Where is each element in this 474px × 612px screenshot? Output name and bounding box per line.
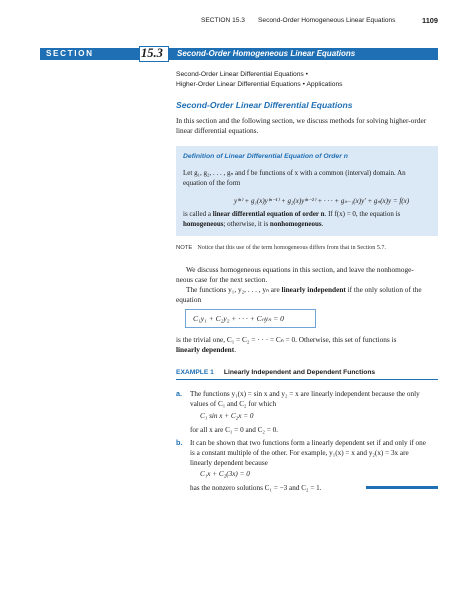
term-nonhomogeneous: nonhomogeneous — [269, 220, 322, 228]
part-b-equation: C₁x + C₂(3x) = 0 — [200, 470, 250, 478]
discussion-line-1: We discuss homogeneous equations in this section, and leave the nonhomoge- — [186, 265, 414, 274]
toc-line-2: Higher-Order Linear Differential Equations • Applications — [176, 81, 343, 88]
example-label: EXAMPLE 1 — [176, 369, 214, 376]
section-title: Second-Order Homogeneous Linear Equations — [177, 49, 356, 58]
part-a-line-3: for all x are C₁ = 0 and C₂ = 0. — [190, 426, 278, 434]
trivial-line-2-end: . — [234, 345, 237, 354]
discussion-line-3-a: The functions y₁, y₂, . . . , yₙ are — [186, 285, 282, 294]
section-number: 15.3 — [141, 46, 163, 60]
note — [176, 245, 386, 251]
definition-line-3-c: . If f(x) = 0, the equation is — [324, 210, 401, 218]
definition-line-4 — [183, 220, 433, 230]
part-b-line-4: has the nonzero solutions C₁ = −3 and C₂ = 1. — [190, 484, 322, 492]
definition-equation: y⁽ⁿ⁾ + g₁(x)y⁽ⁿ⁻¹⁾ + g₂(x)y⁽ⁿ⁻²⁾ + · · · + gₙ₋₁(x)y′ + gₙ(x)y = f(x) — [234, 197, 410, 205]
example-end-bar — [366, 486, 438, 489]
running-head-title: Second-Order Homogeneous Linear Equations — [258, 17, 396, 24]
part-a-line-3-wrap — [176, 425, 438, 435]
trivial-line-2 — [176, 345, 438, 355]
trivial-line-1: is the trivial one, C₁ = C₂ = · · · = Cₙ = 0. Otherwise, this set of functions is — [176, 335, 397, 344]
definition-line-4-b: ; otherwise, it is — [223, 220, 270, 228]
page-number: 1109 — [422, 16, 439, 25]
discussion-line-3 — [176, 285, 438, 295]
definition-line-2: equation of the form — [183, 179, 241, 187]
definition-line-1: Let g₁, g₂, . . . , gₙ and f be functions of x with a common (interval) domain. An — [183, 169, 406, 177]
part-a-equation: C₁ sin x + C₂x = 0 — [200, 412, 254, 420]
note-text: Notice that this use of the term homogeneous differs from that in Section 5.7. — [197, 245, 386, 251]
boxed-equation — [185, 309, 316, 328]
discussion-line-4: equation — [176, 295, 202, 304]
part-a-label: a. — [176, 389, 182, 398]
part-b-line-2: is a constant multiple of the other. For example, y₁(x) = x and y₂(x) = 3x are — [190, 449, 409, 457]
part-a — [176, 389, 438, 409]
term-linearly-independent: linearly independent — [281, 285, 346, 294]
definition-line-3 — [183, 210, 433, 220]
definition-line-4-d: . — [321, 220, 324, 228]
part-b-line-1: It can be shown that two functions form a linearly dependent set if and only if one — [190, 439, 426, 447]
part-b-line-3: linearly dependent because — [190, 459, 268, 467]
part-b — [176, 438, 438, 468]
example-title: Linearly Independent and Dependent Functions — [223, 369, 376, 376]
example-rule — [176, 379, 438, 380]
part-a-line-2: values of C₁ and C₂ for which — [190, 400, 277, 408]
term-homogeneous: homogeneous — [183, 220, 224, 228]
note-label: NOTE — [176, 245, 193, 251]
part-a-line-1: The functions y₁(x) = sin x and y₂ = x are linearly independent because the only — [190, 390, 420, 398]
definition-line-3-a: is called a — [183, 210, 213, 218]
toc-line-1: Second-Order Linear Differential Equations • — [176, 71, 308, 78]
section-label: SECTION — [46, 49, 94, 58]
intro-line-1: In this section and the following section, we discuss methods for solving higher-order — [176, 116, 427, 125]
section-bar — [40, 48, 438, 60]
intro-line-2: linear differential equations. — [176, 126, 259, 135]
definition-box — [176, 146, 438, 236]
example-heading — [176, 369, 375, 376]
running-head-section: SECTION 15.3 — [201, 17, 245, 24]
definition-title: Definition of Linear Differential Equation of Order n — [183, 153, 348, 160]
part-b-label: b. — [176, 438, 183, 447]
discussion-line-3-c: if the only solution of the — [345, 285, 422, 294]
subsection-heading: Second-Order Linear Differential Equations — [176, 100, 353, 110]
definition-term: linear differential equation of order n — [212, 210, 325, 218]
boxed-equation-text: C₁y₁ + C₂y₂ + · · · + Cₙyₙ = 0 — [193, 314, 284, 323]
term-linearly-dependent: linearly dependent — [176, 345, 235, 354]
discussion-line-2: neous case for the next section. — [176, 275, 268, 284]
